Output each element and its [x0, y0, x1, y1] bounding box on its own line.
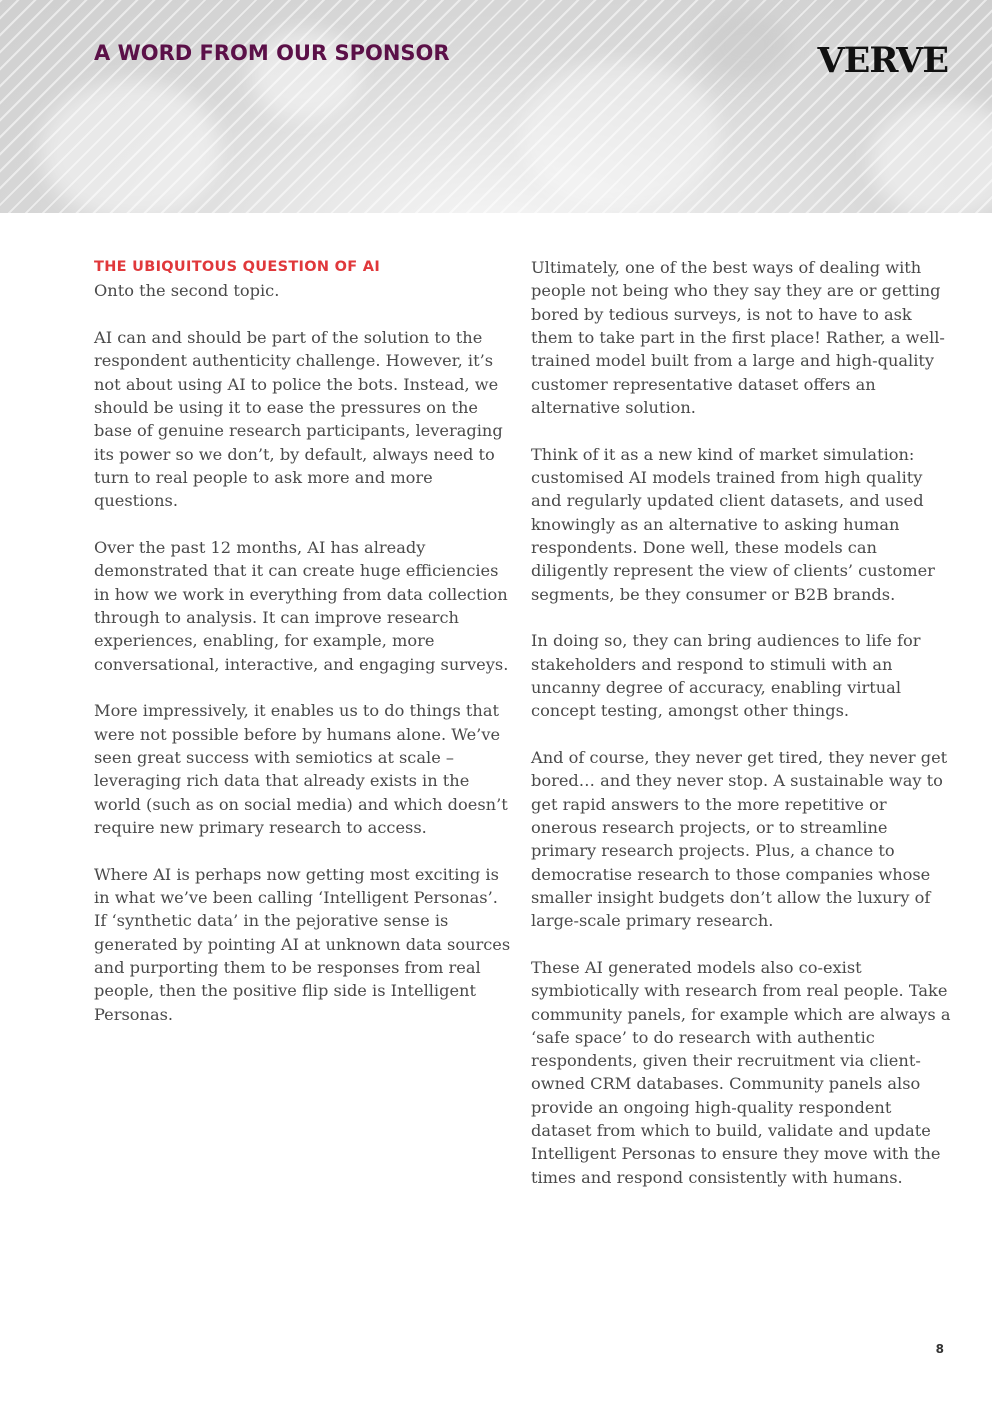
paragraph: More impressively, it enables us to do things that were not possible before by humans alone. We’ve seen great success with semiotics at scale – leveraging rich data that already exists in the world (such as on social media) and which doesn’t require new primary research to access.	[94, 701, 508, 837]
right-column	[531, 256, 951, 1212]
intro-paragraph: Onto the second topic.	[94, 281, 280, 301]
paragraph: And of course, they never get tired, they never get bored… and they never stop. A sustainable way to get rapid answers to the more repetitive or onerous research projects, or to streamline primary research projects. Plus, a chance to democratise research to those companies whose smaller insight budgets don’t allow the luxury of large-scale primary research.	[531, 747, 948, 931]
banner-texture	[870, 100, 992, 213]
paragraph: These AI generated models also co-exist symbiotically with research from real people. Take community panels, for example which are always a ‘safe space’ to do research with authentic respondents, given their recruitment via client-owned CRM databases. Community panels also provide an ongoing high-quality respondent dataset from which to build, validate and update Intelligent Personas to ensure they move with the times and respond consistently with humans.	[531, 957, 951, 1187]
banner-texture	[700, 10, 790, 80]
page-number: 8	[935, 1342, 944, 1356]
header-banner	[0, 0, 992, 213]
section-heading: THE UBIQUITOUS QUESTION OF AI	[94, 259, 381, 275]
paragraph: In doing so, they can bring audiences to life for stakeholders and respond to stimuli with an uncanny degree of accuracy, enabling virtual concept testing, amongst other things.	[531, 631, 921, 721]
paragraph: Where AI is perhaps now getting most exciting is in what we’ve been calling ‘Intelligent Personas’. If ‘synthetic data’ in the pejorative sense is generated by pointing AI at unknown data sources and purporting them to be responses from real people, then the positive flip side is Intelligent Personas.	[94, 864, 511, 1024]
paragraph: AI can and should be part of the solution to the respondent authenticity challenge. However, it’s not about using AI to police the bots. Instead, we should be using it to ease the pressures on the base of genuine research participants, leveraging its power so we don’t, by default, always need to turn to real people to ask more and more questions.	[94, 327, 503, 511]
paragraph: Ultimately, one of the best ways of dealing with people not being who they say they are or getting bored by tedious surveys, is not to have to ask them to take part in the first place! Rather, a well-trained model built from a large and high-quality customer representative dataset offers an alternative solution.	[531, 258, 945, 417]
header-title: A WORD FROM OUR SPONSOR	[94, 41, 450, 65]
paragraph: Over the past 12 months, AI has already demonstrated that it can create huge efficiencies in how we work in everything from data collection through to analysis. It can improve research experiences, enabling, for example, more conversational, interactive, and engaging surveys.	[94, 537, 509, 674]
paragraph: Think of it as a new kind of market simulation: customised AI models trained from high quality and regularly updated client datasets, and used knowingly as an alternative to asking human respondents. Done well, these models can diligently represent the view of clients’ customer segments, be they consumer or B2B brands.	[531, 444, 935, 604]
left-column	[94, 256, 514, 1049]
banner-texture	[40, 80, 220, 213]
banner-texture	[520, 60, 720, 210]
sponsor-logo: VERVE	[817, 40, 948, 81]
